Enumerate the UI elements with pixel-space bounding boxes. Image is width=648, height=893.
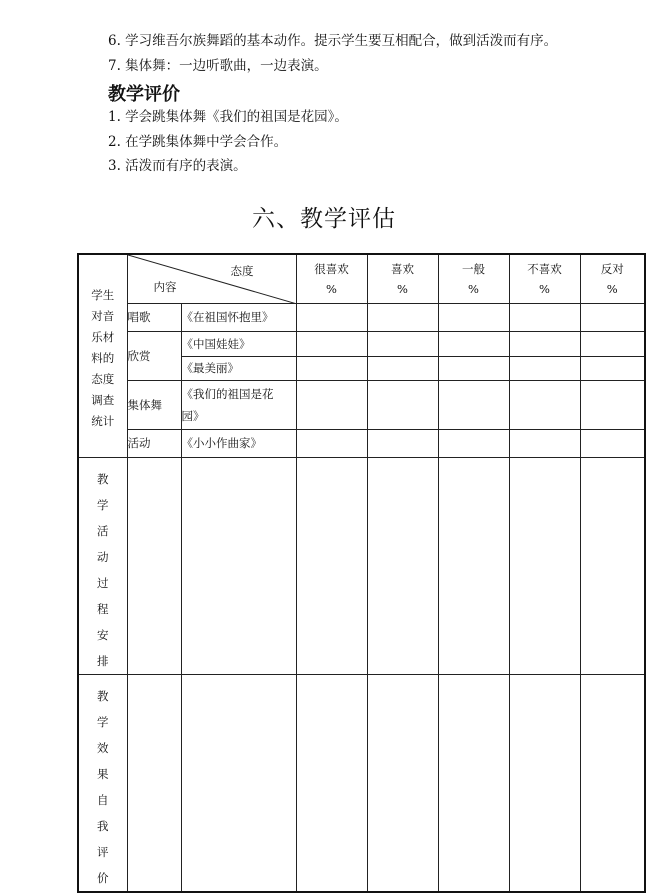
label-char: 学 (97, 497, 109, 512)
diagonal-header-cell (127, 254, 296, 303)
category-activity: 活动 (127, 429, 181, 457)
data-cell[interactable] (296, 303, 367, 331)
evaluation-item-2: 2. 在学跳集体舞中学会合作。 (108, 134, 288, 150)
attitude-survey-label (78, 254, 127, 457)
header-dislike (509, 254, 580, 303)
label-char: 价 (97, 870, 109, 885)
header-unit: % (539, 281, 550, 296)
evaluation-heading: 教学评价 (108, 84, 180, 105)
header-unit: % (326, 281, 337, 296)
step-7: 7. 集体舞：一边听歌曲，一边表演。 (108, 58, 328, 74)
data-cell[interactable] (296, 457, 367, 674)
effect-row (78, 674, 645, 892)
header-unit: % (606, 281, 618, 296)
label-char: 调查 (91, 393, 115, 407)
effect-label (78, 674, 127, 892)
label-char: 乐材 (91, 330, 115, 344)
data-cell[interactable] (367, 457, 438, 674)
data-cell[interactable] (580, 303, 645, 331)
data-cell[interactable] (367, 380, 438, 429)
data-cell[interactable] (296, 380, 367, 429)
data-cell[interactable] (509, 303, 580, 331)
data-cell[interactable] (509, 356, 580, 380)
header-label: 不喜欢 (527, 261, 562, 276)
process-row (78, 457, 645, 674)
label-char: 活 (97, 523, 109, 538)
data-cell[interactable] (127, 674, 181, 892)
data-cell[interactable] (580, 331, 645, 356)
label-char: 学 (97, 714, 109, 729)
header-neutral (438, 254, 509, 303)
label-char: 排 (97, 653, 109, 668)
label-char: 自 (97, 792, 109, 807)
data-cell[interactable] (509, 380, 580, 429)
data-cell[interactable] (438, 674, 509, 892)
evaluation-item-1: 1. 学会跳集体舞《我们的祖国是花园》。 (108, 109, 348, 125)
data-cell[interactable] (296, 429, 367, 457)
header-oppose (580, 254, 645, 303)
corner-attitude-label: 态度 (230, 264, 254, 278)
label-char: 教 (97, 471, 109, 486)
data-cell[interactable] (296, 331, 367, 356)
section-title: 六、教学评估 (252, 206, 396, 232)
data-cell[interactable] (580, 674, 645, 892)
data-cell[interactable] (296, 356, 367, 380)
data-cell[interactable] (127, 457, 181, 674)
header-label: 反对 (600, 261, 624, 276)
step-6: 6. 学习维吾尔族舞蹈的基本动作。提示学生要互相配合，做到活泼而有序。 (108, 33, 558, 49)
data-cell[interactable] (367, 303, 438, 331)
label-char: 效 (97, 740, 109, 755)
category-group-dance: 集体舞 (127, 380, 181, 429)
header-very-like (296, 254, 367, 303)
data-cell[interactable] (580, 356, 645, 380)
label-char: 对音 (91, 309, 115, 323)
header-like (367, 254, 438, 303)
header-label: 很喜欢 (314, 261, 349, 276)
label-char: 过 (97, 575, 109, 590)
evaluation-item-3: 3. 活泼而有序的表演。 (108, 158, 247, 174)
data-cell[interactable] (296, 674, 367, 892)
item-appreciation-1: 《中国娃娃》 (181, 331, 296, 356)
item-song: 《在祖国怀抱里》 (181, 303, 296, 331)
header-unit: % (468, 281, 479, 296)
data-cell[interactable] (367, 429, 438, 457)
table-row (78, 380, 645, 429)
data-cell[interactable] (509, 331, 580, 356)
data-cell[interactable] (367, 356, 438, 380)
item-appreciation-2: 《最美丽》 (181, 356, 296, 380)
item-activity: 《小小作曲家》 (181, 429, 296, 457)
data-cell[interactable] (438, 303, 509, 331)
data-cell[interactable] (438, 356, 509, 380)
label-char: 态度 (91, 372, 115, 386)
table-row (78, 303, 645, 331)
data-cell[interactable] (181, 457, 296, 674)
data-cell[interactable] (580, 429, 645, 457)
table-row (78, 429, 645, 457)
label-char: 安 (97, 627, 109, 642)
process-label (78, 457, 127, 674)
data-cell[interactable] (438, 457, 509, 674)
label-char: 动 (97, 549, 109, 564)
corner-content-label: 内容 (153, 279, 177, 294)
evaluation-table (77, 253, 646, 893)
item-group-dance: 《我们的祖国是花园》 (181, 380, 296, 429)
header-label: 一般 (462, 261, 485, 276)
label-char: 学生 (91, 288, 115, 302)
label-char: 料的 (91, 351, 115, 365)
data-cell[interactable] (367, 331, 438, 356)
label-char: 评 (97, 844, 109, 859)
label-char: 程 (97, 601, 109, 616)
data-cell[interactable] (509, 457, 580, 674)
data-cell[interactable] (438, 380, 509, 429)
table-row (78, 331, 645, 356)
label-char: 统计 (91, 414, 115, 428)
data-cell[interactable] (580, 457, 645, 674)
label-char: 教 (97, 688, 109, 703)
label-char: 果 (97, 766, 109, 781)
category-appreciation: 欣赏 (127, 331, 181, 380)
data-cell[interactable] (580, 380, 645, 429)
header-unit: % (397, 281, 408, 296)
header-label: 喜欢 (391, 261, 414, 276)
label-char: 我 (97, 818, 109, 833)
category-singing: 唱歌 (127, 303, 181, 331)
data-cell[interactable] (438, 331, 509, 356)
data-cell[interactable] (181, 674, 296, 892)
data-cell[interactable] (438, 429, 509, 457)
data-cell[interactable] (367, 674, 438, 892)
data-cell[interactable] (509, 674, 580, 892)
data-cell[interactable] (509, 429, 580, 457)
